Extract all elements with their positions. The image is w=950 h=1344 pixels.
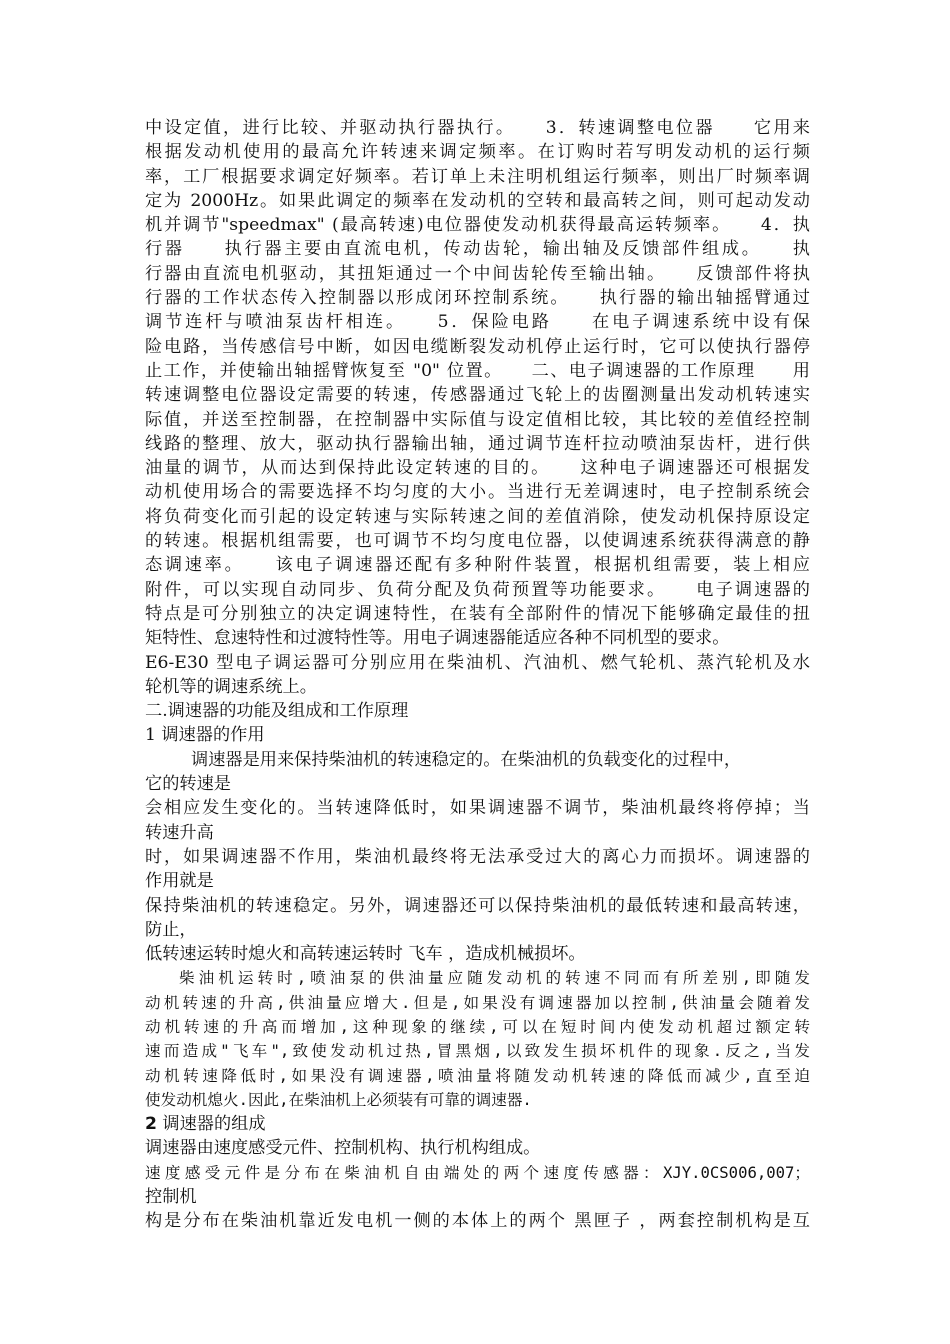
text-line: 作用就是 [145,871,214,892]
text-line: 中设定值，进行比较、并驱动执行器执行。 3．转速调整电位器 它用来 [145,118,810,138]
paragraph-diesel-speed [145,966,810,1112]
text-line: 柴油机运转时,喷油泵的供油量应随发动机的转速不同而有所差别,即随发 [179,969,810,988]
text-line: 线路的整理、放大，驱动执行器输出轴，通过调节连杆拉动喷油泵齿杆，进行供 [145,433,810,454]
text-line: 根据发动机使用的最高允许转速来调定频率。在订购时若写明发动机的运行频 [145,142,810,163]
text-line: 防止， [145,919,197,940]
text-line: 动机转速降低时,如果没有调速器,喷油量将随发动机转速的降低而减少,直至迫 [145,1066,810,1085]
text-line: 态调速率。 该电子调速器还配有多种附件装置，根据机组需要，装上相应 [145,555,810,576]
text-line: 轮机等的调速系统上。 [145,676,317,697]
text-line: 调速器是用来保持柴油机的转速稳定的。在柴油机的负载变化的过程中， [191,749,742,770]
section-heading: 二.调速器的功能及组成和工作原理 [145,701,409,722]
text-line: 定为 2000Hz。如果此调定的频率在发动机的空转和最高转之间，则可起动发动 [145,190,810,211]
paragraph-governor-composition [145,1136,810,1233]
text-line: 特点是可分别独立的决定调速特性，在装有全部附件的情况下能够确定最佳的扭 [145,603,810,624]
paragraph-governor-function [145,748,810,967]
text-line: 险电路，当传感信号中断，如因电缆断裂发动机停止运行时，它可以使执行器停 [145,336,810,357]
text-line: 控制机 [145,1187,197,1208]
text-line: 会相应发生变化的。当转速降低时，如果调速器不调节，柴油机最终将停掉；当 [145,798,810,819]
text-line: 止工作，并使输出轴摇臂恢复至 "0" 位置。 二、电子调速器的工作原理 用 [145,360,810,381]
text-line: E6-E30 型电子调运器可分别应用在柴油机、汽油机、燃气轮机、蒸汽轮机及水 [145,652,810,673]
text-line: 构是分布在柴油机靠近发电机一侧的本体上的两个 黑匣子 ，两套控制机构是互 [145,1211,810,1232]
text-line: 转速调整电位器设定需要的转速，传感器通过飞轮上的齿圈测量出发动机转速实 [145,385,810,406]
text-line: 行器 执行器主要由直流电机，传动齿轮，输出轴及反馈部件组成。 执 [145,239,810,260]
text-line: 油量的调节，从而达到保持此设定转速的目的。 这种电子调速器还可根据发 [145,458,810,479]
text-line: 将负荷变化而引起的设定转速与实际转速之间的差值消除，使发动机保持原设定 [145,506,810,527]
text-line: 际值，并送至控制器，在控制器中实际值与设定值相比较，其比较的差值经控制 [145,409,810,430]
text-line: 它的转速是 [145,774,231,795]
subsection-heading-governor-function: 1 调速器的作用 [145,725,265,746]
text-line: 速度感受元件是分布在柴油机自由端处的两个速度传感器：XJY.0CS006,007； [145,1163,810,1182]
text-line: 行器的工作状态传入控制器以形成闭环控制系统。 执行器的输出轴摇臂通过 [145,288,810,309]
subsection-heading-governor-composition [145,1112,810,1136]
text-line: 调节连杆与喷油泵齿杆相连。 5．保险电路 在电子调速系统中设有保 [145,312,810,333]
document-page [145,116,810,1234]
text-line: 行器由直流电机驱动，其扭矩通过一个中间齿轮传至输出轴。 反馈部件将执 [145,263,810,284]
text-line: 动机转速的升高,供油量应增大.但是,如果没有调速器加以控制,供油量会随着发 [145,993,810,1012]
text-line: 保持柴油机的转速稳定。另外，调速器还可以保持柴油机的最低转速和最高转速， [145,895,810,916]
paragraph-electronic-governor [145,116,810,699]
text-line: 转速升高 [145,822,214,843]
text-line: 机并调节"speedmax" (最高转速)电位器使发动机获得最高运转频率。 4．执 [145,215,810,236]
text-line: 速而造成"飞车",致使发动机过热,冒黑烟,以致发生损坏机件的现象.反之,当发 [145,1042,810,1061]
text-line: 调速器由速度感受元件、控制机构、执行机构组成。 [145,1138,541,1159]
text-line: 附件，可以实现自动同步、负荷分配及负荷预置等功能要求。 电子调速器的 [145,579,810,600]
heading-text: 调速器的组成 [156,1114,266,1135]
text-line: 矩特性、怠速特性和过渡特性等。用电子调速器能适应各种不同机型的要求。 [145,628,730,649]
text-line: 时，如果调速器不作用，柴油机最终将无法承受过大的离心力而损坏。调速器的 [145,846,810,867]
text-line: 使发动机熄火.因此,在柴油机上必须装有可靠的调速器. [145,1090,532,1109]
text-line: 动机使用场合的需要选择不均匀度的大小。当进行无差调速时，电子控制系统会 [145,482,810,503]
text-line: 的转速。根据机组需要，也可调节不均匀度电位器，以使调速系统获得满意的静 [145,531,810,552]
text-line: 低转速运转时熄火和高转速运转时 飞车 ，造成机械损坏。 [145,944,586,965]
heading-number: 2 [145,1114,157,1135]
text-line: 动机转速的升高而增加,这种现象的继续,可以在短时间内使发动机超过额定转 [145,1017,810,1036]
text-line: 率，工厂根据要求调定好频率。若订单上未注明机组运行频率，则出厂时频率调 [145,166,810,187]
